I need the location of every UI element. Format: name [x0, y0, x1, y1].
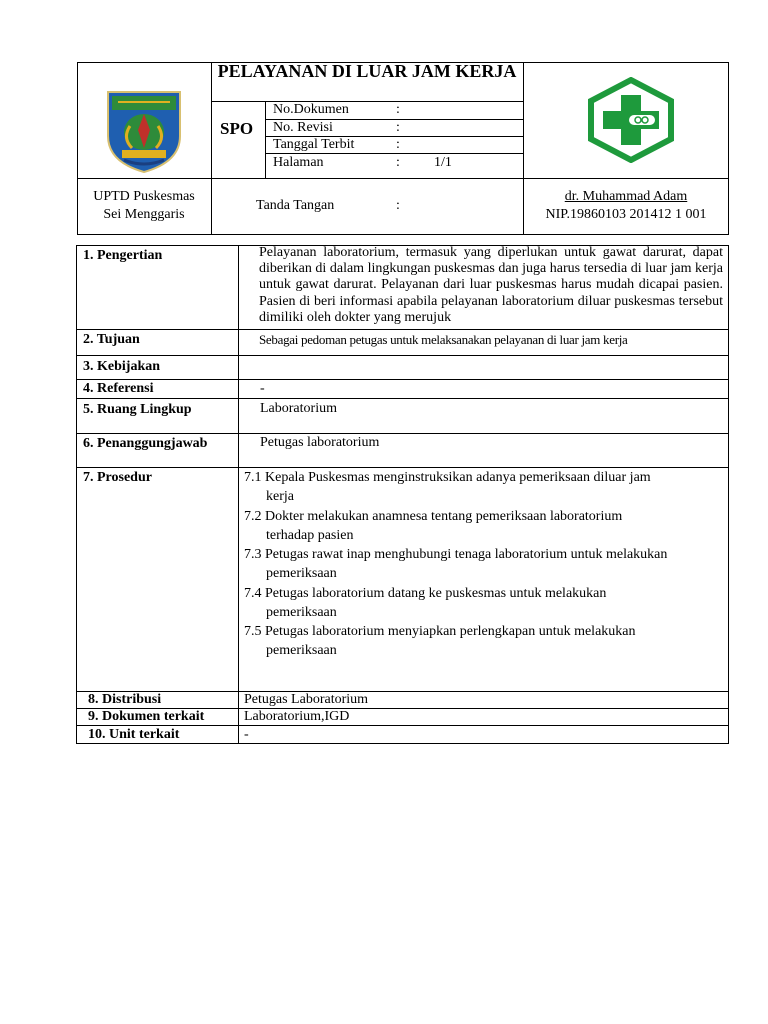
spo-label: SPO	[220, 119, 254, 138]
row-divider	[76, 398, 729, 399]
meta-label-tanggal-terbit: Tanggal Terbit	[273, 137, 355, 152]
procedure-step	[244, 468, 724, 506]
section-label-tujuan: 2. Tujuan	[83, 332, 140, 347]
title-divider	[211, 101, 523, 102]
signer-name: dr. Muhammad Adam	[564, 189, 688, 204]
org-name-line1: UPTD Puskesmas	[93, 189, 195, 204]
row-divider	[76, 355, 729, 356]
meta-label-no-dokumen: No.Dokumen	[273, 102, 349, 117]
meta-value-halaman: 1/1	[434, 155, 452, 170]
puskesmas-logo	[585, 77, 677, 163]
signature-separator: :	[396, 198, 400, 213]
procedure-step-continuation: pemeriksaan	[266, 605, 337, 620]
document-title: PELAYANAN DI LUAR JAM KERJA	[217, 61, 517, 81]
meta-sep-tanggal-terbit: :	[396, 137, 400, 152]
procedure-step-line: 7.5 Petugas laboratorium menyiapkan perlengkapan untuk melakukan	[244, 624, 636, 639]
procedure-step-continuation: pemeriksaan	[266, 566, 337, 581]
section-label-dokumen-terkait: 9. Dokumen terkait	[88, 709, 205, 724]
section-label-prosedur: 7. Prosedur	[83, 470, 152, 485]
procedure-step-line: 7.3 Petugas rawat inap menghubungi tenaga laboratorium untuk melakukan	[244, 547, 668, 562]
meta-label-halaman: Halaman	[273, 155, 324, 170]
procedure-step	[244, 507, 724, 545]
section-label-unit-terkait: 10. Unit terkait	[88, 727, 180, 742]
procedure-step	[244, 622, 724, 660]
section-label-ruang-lingkup: 5. Ruang Lingkup	[83, 402, 192, 417]
procedure-step-line: 7.2 Dokter melakukan anamnesa tentang pemeriksaan laboratorium	[244, 509, 623, 524]
row-divider	[76, 433, 729, 434]
header-divider	[77, 178, 729, 179]
procedure-step-continuation: terhadap pasien	[266, 528, 354, 543]
procedure-step-line: 7.1 Kepala Puskesmas menginstruksikan adanya pemeriksaan diluar jam	[244, 470, 651, 485]
section-label-pengertian: 1. Pengertian	[83, 248, 163, 263]
procedure-step	[244, 584, 724, 622]
section-text-tujuan: Sebagai pedoman petugas untuk melaksanakan pelayanan di luar jam kerja	[259, 332, 628, 347]
meta-sep-halaman: :	[396, 155, 400, 170]
section-text-dokumen-terkait: Laboratorium,IGD	[244, 709, 350, 724]
procedure-step-continuation: kerja	[266, 489, 294, 504]
row-divider	[76, 379, 729, 380]
row-divider	[76, 725, 729, 726]
meta-row-divider-3	[265, 153, 523, 154]
signature-label: Tanda Tangan	[256, 198, 335, 213]
section-text-ruang-lingkup: Laboratorium	[260, 401, 337, 416]
procedure-step-line: 7.4 Petugas laboratorium datang ke puskesmas untuk melakukan	[244, 586, 607, 601]
meta-sep-no-revisi: :	[396, 120, 400, 135]
section-text-distribusi: Petugas Laboratorium	[244, 692, 369, 707]
regency-crest-logo	[104, 86, 184, 174]
section-label-referensi: 4. Referensi	[83, 381, 154, 396]
meta-sep-no-dokumen: :	[396, 102, 400, 117]
row-divider	[76, 329, 729, 330]
section-text-referensi: -	[260, 381, 265, 396]
section-text-unit-terkait: -	[244, 727, 249, 742]
section-label-penanggungjawab: 6. Penanggungjawab	[83, 436, 208, 451]
label-column-divider	[238, 245, 239, 744]
procedure-step	[244, 545, 724, 583]
section-label-kebijakan: 3. Kebijakan	[83, 359, 161, 374]
section-text-pengertian: Pelayanan laboratorium, termasuk yang diperlukan untuk gawat darurat, dapat diberikan di dalam lingkungan puskesmas dan juga harus tersedia di luar jam kerja untuk gawat darurat. Pelayanan dari luar puskesmas harus mudah dicapai pasien. Pasien di beri informasi apabila pelayanan laboratorium diluar puskesmas tersebut dimiliki oleh dokter yang merujuk	[259, 245, 723, 325]
meta-label-no-revisi: No. Revisi	[273, 120, 333, 135]
header-col-divider-left	[211, 62, 212, 235]
procedure-step-continuation: pemeriksaan	[266, 643, 337, 658]
section-text-penanggungjawab: Petugas laboratorium	[260, 435, 380, 450]
row-divider	[76, 691, 729, 692]
spo-divider	[265, 101, 266, 178]
signer-nip: NIP.19860103 201412 1 001	[545, 207, 707, 222]
org-name-line2: Sei Menggaris	[103, 207, 185, 222]
section-label-distribusi: 8. Distribusi	[88, 692, 162, 707]
